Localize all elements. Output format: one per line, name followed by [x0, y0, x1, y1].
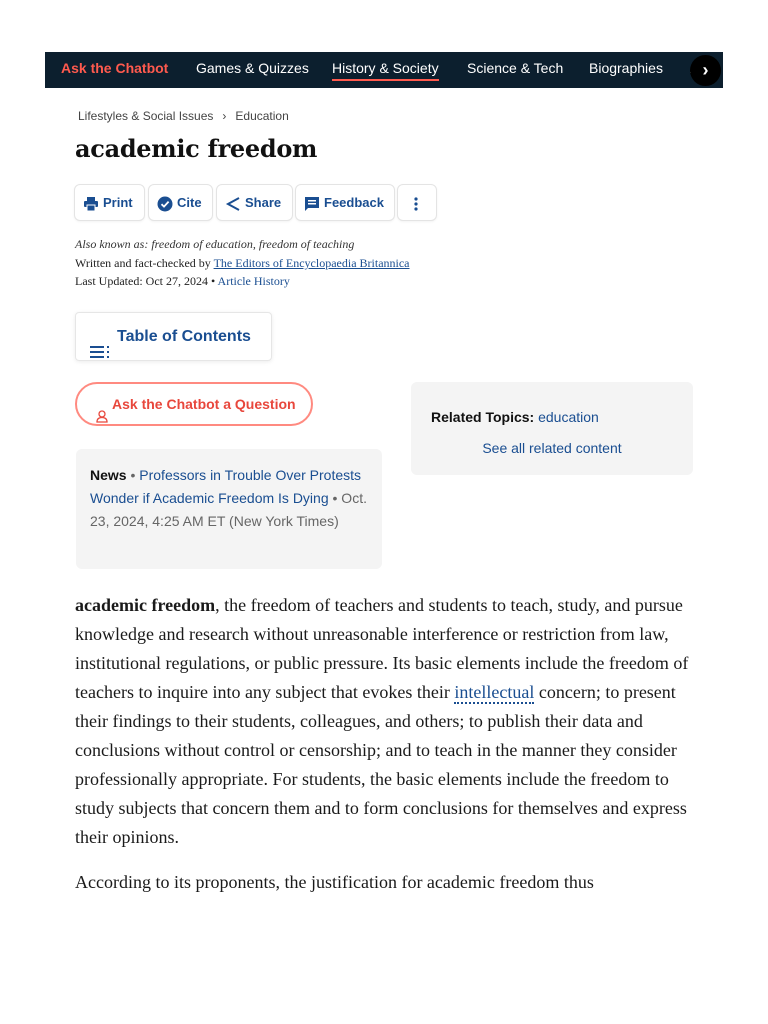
cite-button[interactable]: [148, 184, 213, 221]
printer-icon: [83, 197, 99, 211]
news-label: News: [90, 467, 127, 483]
print-button[interactable]: [74, 184, 145, 221]
last-updated: Last Updated: Oct 27, 2024 •: [75, 274, 216, 288]
cite-label: Cite: [177, 195, 202, 210]
ask-chatbot-question-button[interactable]: [75, 382, 313, 426]
related-topics-box: [411, 382, 693, 475]
feedback-icon: [304, 196, 320, 212]
nav-games-quizzes[interactable]: Games & Quizzes: [196, 60, 309, 76]
print-label: Print: [103, 195, 133, 210]
author-line: [75, 256, 410, 271]
chevron-right-icon: ›: [702, 60, 709, 80]
last-updated-line: [75, 274, 290, 289]
feedback-label: Feedback: [324, 195, 384, 210]
intellectual-link[interactable]: intellectual: [454, 682, 535, 702]
related-topic-education-link[interactable]: education: [538, 409, 599, 425]
feedback-button[interactable]: [295, 184, 395, 221]
active-tab-indicator: [332, 79, 439, 81]
nav-history-society[interactable]: [332, 52, 439, 88]
share-icon: [225, 196, 241, 212]
chatbot-label: Ask the Chatbot a Question: [112, 396, 296, 412]
article-text: concern; to present their findings to their students, colleagues, and others; to publish their data and conclusions without control or censorship; and to teach in the manner they consider professionally appropriate. For students, the basic elements include the freedom to study subjects that concern them and to form conclusions for themselves and express their opinions.: [75, 682, 687, 847]
related-topics-label: Related Topics:: [431, 409, 535, 425]
toc-label: Table of Contents: [117, 328, 251, 345]
article-paragraph: According to its proponents, the justification for academic freedom thus: [75, 872, 594, 892]
article-body: [75, 591, 697, 913]
verified-badge-icon: [157, 196, 173, 212]
nav-ask-chatbot[interactable]: Ask the Chatbot: [61, 60, 169, 76]
table-of-contents-button[interactable]: [75, 312, 272, 361]
top-nav: [45, 52, 723, 88]
breadcrumb-separator: ›: [222, 109, 227, 123]
breadcrumb-education[interactable]: Education: [235, 109, 289, 123]
news-headline-link[interactable]: Professors in Trouble Over Protests Wonder if Academic Freedom Is Dying: [90, 467, 362, 506]
nav-biographies[interactable]: Biographies: [589, 60, 663, 76]
more-options-button[interactable]: [397, 184, 437, 221]
editors-link[interactable]: The Editors of Encyclopaedia Britannica: [213, 256, 410, 270]
share-button[interactable]: [216, 184, 293, 221]
page-title: academic freedom: [75, 134, 318, 163]
share-label: Share: [245, 195, 282, 210]
more-vertical-icon: [414, 197, 418, 211]
article-text: , the freedom of teachers and students to teach, study, and pursue knowledge and research without unreasonable interference or restriction from law, institutional regulations, or public pressure. Its basic elements include the freedom of teachers to inquire into any subject that evokes their: [75, 595, 689, 702]
also-known-as: Also known as: freedom of education, freedom of teaching: [75, 237, 355, 251]
breadcrumb: [78, 109, 289, 123]
news-box: [76, 449, 382, 569]
written-prefix: Written and fact-checked by: [75, 256, 211, 270]
related-topics-line: [431, 409, 599, 425]
article-term: academic freedom: [75, 595, 216, 615]
nav-science-tech[interactable]: Science & Tech: [467, 60, 564, 76]
nav-history-society-label: History & Society: [332, 60, 439, 76]
see-all-related-link[interactable]: See all related content: [482, 440, 622, 456]
nav-next-button[interactable]: [690, 55, 721, 86]
breadcrumb-lifestyles[interactable]: Lifestyles & Social Issues: [78, 109, 214, 123]
article-paragraph: [75, 591, 697, 852]
news-source: • Oct. 23, 2024, 4:25 AM ET (New York Times): [90, 490, 367, 529]
chatbot-icon: [96, 398, 108, 438]
list-icon: [90, 330, 110, 377]
article-history-link[interactable]: Article History: [217, 274, 290, 288]
news-dot: •: [130, 467, 136, 483]
